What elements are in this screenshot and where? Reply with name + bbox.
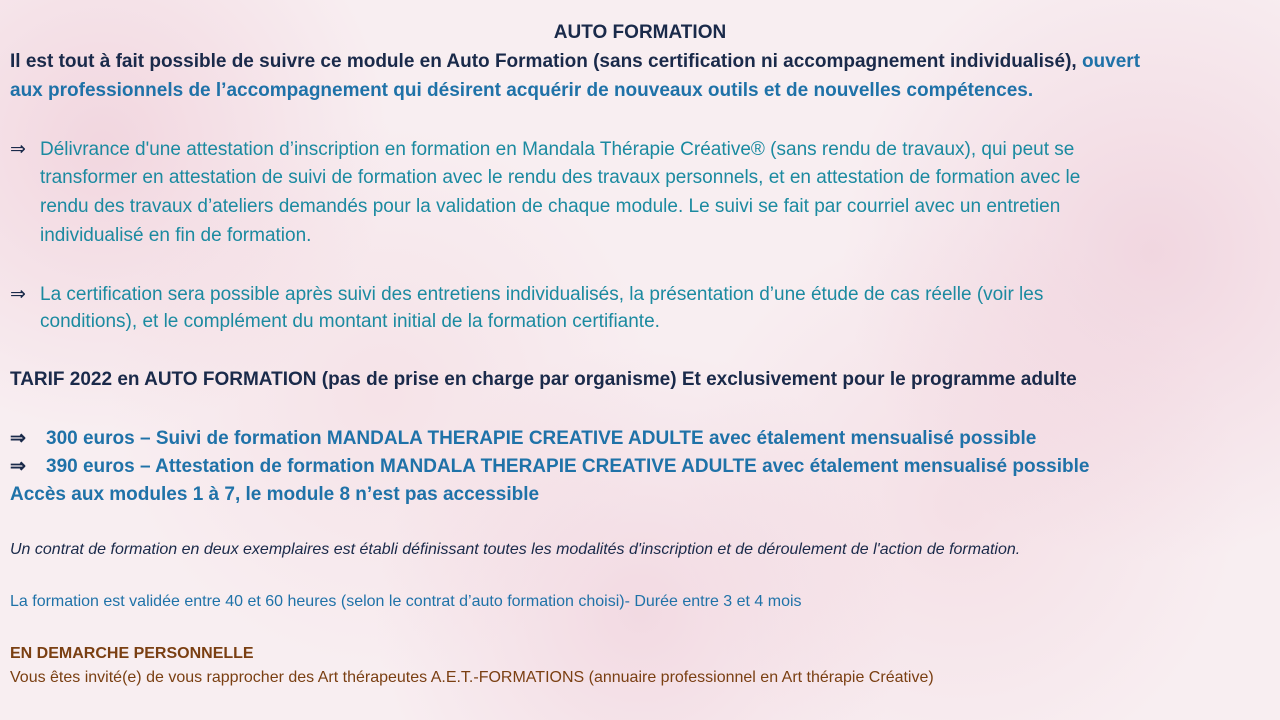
intro-highlight-start: ouvert [1081, 51, 1141, 72]
duration-note: La formation est validée entre 40 et 60 heures (selon le contrat d’auto formation choisi)- Durée entre 3 et 4 mois [10, 593, 802, 610]
price-390-text: 390 euros – Attestation de formation MANDALA THERAPIE CREATIVE ADULTE avec étalement mensualisé possible [46, 456, 1090, 477]
bullet-1-line-4: individualisé en fin de formation. [40, 225, 312, 246]
personal-text: Vous êtes invité(e) de vous rapprocher des Art thérapeutes A.E.T.-FORMATIONS (annuaire professionnel en Art thérapie Créative) [10, 669, 934, 686]
bullet-2-line-1 [10, 283, 1043, 306]
bullet-1-text: Délivrance d'une attestation d’inscription en formation en Mandala Thérapie Créative® (sans rendu de travaux), qui peut se [40, 139, 1075, 160]
arrow-icon: ⇒ [10, 428, 26, 449]
page-title: AUTO FORMATION [553, 22, 727, 43]
bullet-1-line-3: rendu des travaux d’ateliers demandés pour la validation de chaque module. Le suivi se fait par courriel avec un entretien [40, 196, 1061, 217]
arrow-icon: ⇒ [10, 456, 26, 477]
bullet-2-line-2: conditions), et le complément du montant initial de la formation certifiante. [40, 311, 660, 332]
arrow-icon: ⇒ [10, 139, 26, 160]
modules-note: Accès aux modules 1 à 7, le module 8 n’est pas accessible [10, 484, 540, 505]
price-390 [10, 455, 1089, 478]
bullet-1-line-2: transformer en attestation de suivi de formation avec le rendu des travaux personnels, et en attestation de formation avec le [40, 167, 1081, 188]
arrow-icon: ⇒ [10, 284, 26, 305]
price-300 [10, 427, 1036, 450]
price-300-text: 300 euros – Suivi de formation MANDALA THERAPIE CREATIVE ADULTE avec étalement mensualisé possible [46, 428, 1037, 449]
contract-note: Un contrat de formation en deux exemplaires est établi définissant toutes les modalités d'inscription et de déroulement de l'action de formation. [10, 541, 1021, 558]
intro-text: Il est tout à fait possible de suivre ce module en Auto Formation (sans certification ni accompagnement individualisé), [10, 51, 1077, 72]
bullet-2-text: La certification sera possible après suivi des entretiens individualisés, la présentation d’une étude de cas réelle (voir les [40, 284, 1044, 305]
personal-heading: EN DEMARCHE PERSONNELLE [10, 645, 254, 662]
tarif-heading: TARIF 2022 en AUTO FORMATION (pas de prise en charge par organisme) Et exclusivement pour le programme adulte [10, 369, 1077, 390]
intro-line-1 [10, 51, 1140, 73]
intro-line-2: aux professionnels de l’accompagnement qui désirent acquérir de nouveaux outils et de nouvelles compétences. [10, 80, 1034, 101]
bullet-1-line-1 [10, 138, 1074, 161]
